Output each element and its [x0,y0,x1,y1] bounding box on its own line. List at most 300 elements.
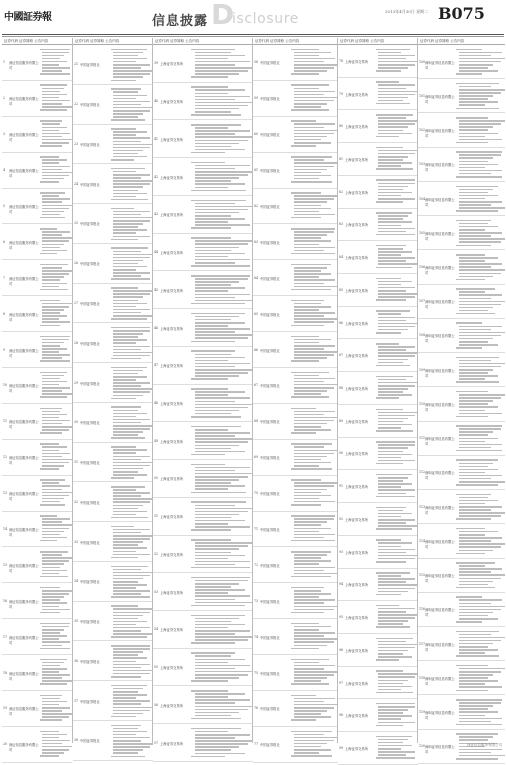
row-number: 77 [254,742,259,747]
text-line [376,430,413,432]
row-text-block [40,334,71,363]
row-text-block [40,298,71,327]
text-line [195,445,239,447]
text-line [40,73,70,75]
text-line [294,354,334,356]
text-line [378,388,408,390]
issue-date: 2013年4月30日 星期二 [385,9,429,14]
text-line [459,329,491,331]
row-number: 17 [3,634,8,639]
row-text-block [111,246,152,282]
row-text-block [40,478,71,507]
text-line [42,279,61,281]
text-line [459,378,485,380]
table-row [253,547,338,583]
row-text-block [291,47,337,76]
text-line [378,94,414,96]
text-line [291,587,324,589]
text-line [378,385,414,387]
table-row [418,148,505,182]
text-line [459,603,491,605]
text-line [459,120,505,122]
text-line [42,746,72,748]
row-number: 91 [339,484,344,489]
text-line [42,211,64,213]
row-name: 上海证券交易所 [345,419,369,424]
text-line [113,501,149,503]
text-line [195,102,254,104]
text-line [40,408,62,410]
text-line [113,293,149,295]
text-line [378,584,417,586]
row-name: 中国证券报社 [260,312,280,317]
row-text-block [376,243,417,269]
text-line [195,636,254,638]
text-line [191,275,250,277]
text-line [291,217,321,219]
text-line [294,563,319,565]
section-title-en: isclosure [232,11,299,27]
text-line [459,310,488,312]
text-line [42,411,61,413]
text-line [195,602,254,604]
text-line [42,713,72,715]
row-number: 60 [254,132,259,137]
column-header: 证券代码 证券简称 公告内容 [253,38,338,45]
text-line [40,623,70,625]
row-number: 29 [74,380,79,385]
table-row [338,45,418,78]
table-row [418,319,505,353]
table-row [418,79,505,113]
text-line [459,618,498,620]
text-line [378,84,415,86]
text-line [40,755,59,757]
text-line [113,578,143,580]
text-line [378,100,403,102]
text-line [195,287,245,289]
row-name: 深证信息服务有限公司 [9,205,39,214]
text-line [195,278,249,280]
row-text-block [191,538,252,571]
row-number: 65 [254,311,259,316]
text-line [195,55,245,57]
row-number: 8 [3,311,6,316]
table-row [153,45,253,83]
text-line [459,126,494,128]
row-name: 深圳证券信息有限公司 [425,745,455,755]
row-text-block [291,298,337,327]
text-line [376,561,406,563]
text-line [378,718,401,720]
text-line [294,567,335,569]
row-text-block [376,636,417,662]
row-text-block [191,198,252,231]
text-line [291,443,332,445]
row-number: 23 [74,141,79,146]
text-line [459,715,485,717]
row-text-block [376,669,417,695]
row-text-block [191,122,252,155]
text-line [42,247,61,249]
text-line [195,136,254,138]
text-line [459,434,488,436]
text-line [378,186,408,188]
row-number: 1 [3,60,6,65]
text-line [195,413,232,415]
table-row [73,403,153,443]
text-line [459,232,502,234]
text-line [378,263,417,265]
text-line [378,457,401,459]
row-text-block [111,87,152,123]
text-line [113,428,149,430]
text-line [42,680,72,682]
row-number: 95 [339,615,344,620]
text-line [378,290,405,292]
text-line [42,737,59,739]
text-line [294,133,334,135]
text-line [113,141,140,143]
text-line [42,55,64,57]
text-line [42,557,72,559]
row-name: 上海证券交易所 [160,62,184,67]
text-line [378,575,401,577]
text-line [459,506,502,508]
row-text-block [111,604,152,640]
text-line [294,716,332,718]
row-name: 中国证券报社 [260,599,280,604]
text-line [195,749,232,751]
text-line [113,624,136,626]
text-line [195,583,239,585]
row-text-block [111,683,152,719]
text-line [195,482,232,484]
row-name: 深证信息服务有限公司 [9,671,39,681]
row-name: 上海证券交易所 [160,175,184,180]
row-text-block [456,629,504,658]
text-line [195,250,232,252]
newspaper-logo: 中國証券報 [4,12,52,23]
text-line [113,257,149,259]
text-line [459,307,494,309]
table-row [418,113,505,147]
text-line [42,590,72,592]
text-line [40,192,65,194]
text-line [42,354,70,356]
row-name: 中国证券报社 [80,699,100,704]
row-text-block [291,657,337,686]
row-name: 深圳证券信息有限公司 [425,94,455,104]
text-line [195,621,232,623]
row-number: 41 [154,136,159,141]
text-line [191,756,225,758]
table-row [338,438,418,471]
row-name: 中国证券报社 [260,97,280,102]
table-row [338,339,418,372]
text-line [42,321,70,323]
row-text-block [291,262,337,291]
text-line [191,728,241,730]
text-line [195,294,250,296]
text-line [459,136,485,138]
row-number: 72 [254,562,259,567]
text-line [195,319,232,321]
text-line [42,142,69,144]
text-line [195,542,254,544]
text-line [40,432,62,434]
text-line [195,715,232,717]
text-line [294,680,322,682]
text-line [378,623,403,625]
text-line [459,705,494,707]
text-line [195,247,239,249]
column-header: 证券代码 证券简称 公告内容 [73,38,153,45]
text-line [195,432,250,434]
row-text-block [191,575,252,608]
table-row [2,332,72,368]
row-number: 53 [154,589,159,594]
text-line [195,73,239,75]
row-text-block [40,119,71,148]
text-line [191,86,228,88]
text-line [113,569,140,571]
row-text-block [456,47,504,76]
text-line [294,629,319,631]
text-line [378,183,414,185]
row-name: 深证信息服务有限公司 [9,563,39,573]
text-line [195,552,232,554]
text-line [113,229,147,231]
row-number: 36 [74,658,79,663]
text-line [195,61,250,63]
row-text-block [191,500,252,533]
text-line [113,333,143,335]
row-name: 深证信息服务有限公司 [9,240,39,250]
row-number: 75 [254,670,259,675]
text-line [294,462,332,464]
text-line [113,474,147,476]
text-line [195,334,254,336]
row-number: 52 [154,551,159,556]
row-number: 49 [154,438,159,443]
disclosure-column [152,38,253,746]
row-text-block [191,311,252,344]
text-line [195,99,235,101]
text-line [42,283,67,285]
text-line [113,713,143,715]
text-line [376,147,403,149]
text-line [113,535,152,537]
text-line [42,641,70,643]
text-line [456,484,498,486]
text-line [42,414,67,416]
text-line [459,363,505,365]
text-line [113,489,136,491]
row-name: 中国证券报社 [80,659,100,664]
text-line [291,181,332,183]
row-name: 中国证券报社 [260,384,280,389]
table-row [253,583,338,619]
row-name: 深证信息服务有限公司 [9,599,39,609]
row-name: 上海证券交易所 [160,364,184,369]
row-name: 深证信息服务有限公司 [9,61,39,71]
text-line [113,694,147,696]
text-line [42,596,64,598]
text-line [195,357,245,359]
table-row [153,234,253,272]
header-rule-thin [2,36,504,37]
text-line [294,743,327,745]
text-line [378,150,417,152]
text-line [459,702,501,704]
text-line [111,398,136,400]
row-number: 42 [154,174,159,179]
table-row [253,404,338,440]
row-name: 上海证券交易所 [160,666,184,671]
text-line [113,254,152,256]
text-line [195,589,245,591]
text-line [459,273,501,275]
text-line [294,429,332,431]
text-line [294,234,327,236]
text-line [291,695,316,697]
row-name: 中国证券报社 [260,61,280,66]
text-line [378,192,412,194]
text-line [291,300,324,302]
text-line [456,450,502,452]
text-line [456,108,499,110]
table-row [418,353,505,387]
text-line [376,310,410,312]
text-line [195,618,239,620]
row-text-block [291,226,337,255]
table-row [73,522,153,562]
row-number: 110 [419,401,426,406]
text-line [42,127,67,129]
row-number: 55 [154,665,159,670]
text-line [42,178,64,180]
row-name: 中国证券报社 [260,240,280,245]
text-line [291,432,316,434]
text-line [40,683,67,685]
row-name: 中国证券报社 [260,169,280,174]
text-line [459,615,488,617]
row-name: 上海证券交易所 [345,714,369,719]
row-number: 9 [3,347,6,352]
row-name: 中国证券报社 [80,341,100,346]
row-text-block [191,613,252,646]
row-number: 18 [3,670,8,675]
text-line [294,123,335,125]
row-text-block [40,191,71,220]
text-line [376,136,399,138]
text-line [456,288,495,290]
text-line [195,438,254,440]
text-line [294,142,332,144]
text-line [195,731,229,733]
text-line [113,352,152,354]
text-line [195,702,235,704]
text-line [195,674,249,676]
text-line [376,81,399,83]
text-line [113,193,147,195]
table-row [418,285,505,319]
row-name: 上海证券交易所 [345,92,369,97]
text-line [294,321,334,323]
text-line [195,599,235,601]
text-line [378,162,412,164]
text-line [113,226,138,228]
table-row [253,727,338,763]
text-line [40,648,70,650]
text-line [378,745,412,747]
text-line [195,737,235,739]
text-line [191,454,225,456]
text-line [459,571,491,573]
text-line [113,349,140,351]
text-line [378,293,417,295]
text-line [42,417,59,419]
text-line [113,58,147,60]
table-row [153,460,253,498]
row-number: 37 [74,698,79,703]
table-row [153,536,253,574]
row-number: 108 [419,333,426,338]
text-line [294,247,335,249]
row-name: 上海证券交易所 [345,485,369,490]
table-row [338,110,418,143]
row-number: 27 [74,300,79,305]
text-line [113,339,147,341]
text-line [42,492,72,494]
text-line [195,429,229,431]
row-number: 100 [419,59,426,64]
row-text-block [456,389,504,418]
text-line [113,410,138,412]
text-line [111,437,145,439]
row-number: 39 [154,61,159,66]
text-line [456,631,499,633]
table-row [153,611,253,649]
disclosure-table [2,38,504,755]
text-line [294,205,322,207]
text-line [456,621,482,623]
text-line [291,325,324,327]
text-line [113,312,140,314]
row-number: 28 [74,340,79,345]
row-number: 88 [339,386,344,391]
table-row [2,691,72,727]
row-name: 上海证券交易所 [160,628,184,633]
text-line [195,693,245,695]
table-row [418,593,505,627]
text-line [294,178,319,180]
text-line [459,326,502,328]
table-row [73,244,153,284]
text-line [195,165,250,167]
table-row [253,45,338,81]
text-line [42,270,72,272]
text-line [113,587,136,589]
text-line [195,662,229,664]
text-line [378,156,408,158]
text-line [113,61,136,63]
text-line [294,498,319,500]
text-line [294,273,332,275]
text-line [195,410,239,412]
text-line [294,100,334,102]
